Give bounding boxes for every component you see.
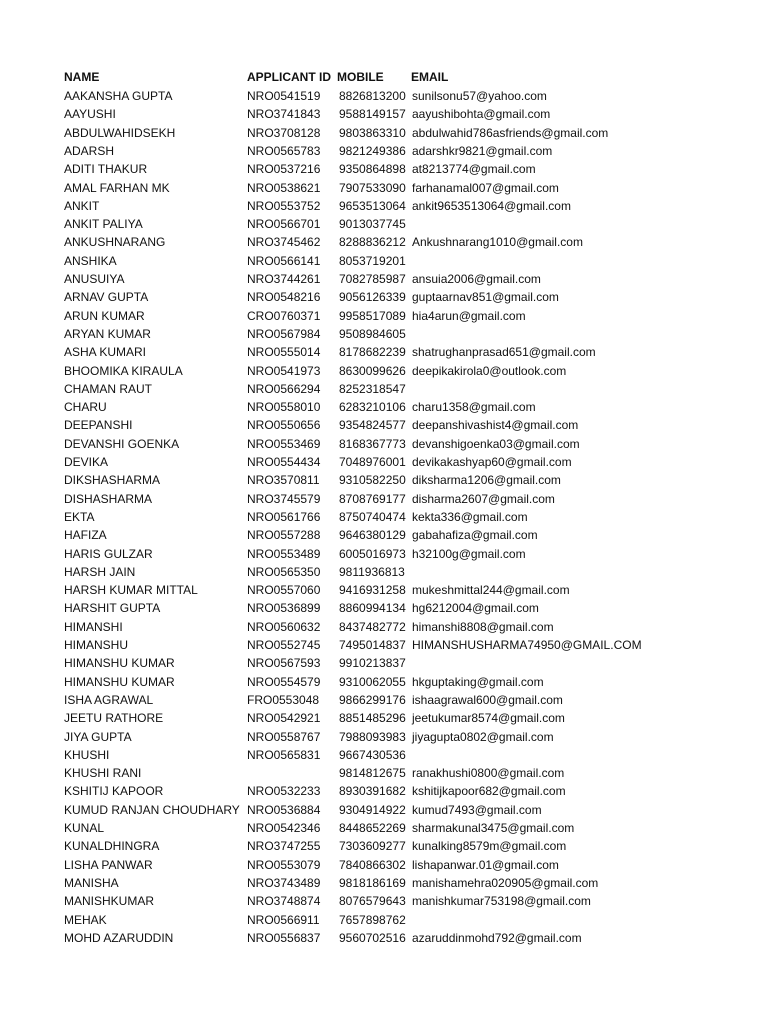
- cell-applicant-id: NRO0566701: [247, 217, 321, 232]
- cell-email: ishaagrawal600@gmail.com: [412, 692, 563, 707]
- cell-email: Ankushnarang1010@gmail.com: [412, 235, 583, 250]
- cell-name: BHOOMIKA KIRAULA: [64, 363, 183, 378]
- cell-mobile: 9866299176: [339, 692, 406, 707]
- table-row: [0, 563, 768, 581]
- table-row: [0, 416, 768, 434]
- cell-applicant-id: NRO0556837: [247, 930, 321, 945]
- table-row: [0, 307, 768, 325]
- cell-applicant-id: NRO3708128: [247, 125, 321, 140]
- cell-applicant-id: NRO3745579: [247, 491, 321, 506]
- cell-email: manishkumar753198@gmail.com: [412, 894, 591, 909]
- cell-mobile: 9354824577: [339, 418, 406, 433]
- header-applicant-id: APPLICANT ID: [247, 70, 331, 84]
- cell-name: ANKIT: [64, 198, 100, 213]
- table-row: [0, 819, 768, 837]
- cell-name: HIMANSHU: [64, 638, 129, 652]
- cell-email: disharma2607@gmail.com: [412, 491, 555, 506]
- cell-mobile: 8288836212: [339, 235, 406, 250]
- cell-email: HIMANSHUSHARMA74950@GMAIL.COM: [412, 638, 642, 652]
- header-name: NAME: [64, 70, 100, 84]
- table-row: [0, 599, 768, 617]
- cell-applicant-id: NRO0542921: [247, 711, 321, 726]
- cell-applicant-id: NRO0536884: [247, 802, 321, 817]
- cell-mobile: 9958517089: [339, 308, 406, 323]
- table-row: [0, 252, 768, 270]
- cell-mobile: 9667430536: [339, 747, 406, 762]
- table-row: [0, 87, 768, 105]
- cell-name: DIKSHASHARMA: [64, 473, 161, 488]
- table-row: [0, 691, 768, 709]
- cell-mobile: 9818186169: [339, 875, 406, 890]
- cell-applicant-id: NRO3747255: [247, 839, 321, 854]
- cell-name: MANISHA: [64, 875, 119, 890]
- cell-email: mukeshmittal244@gmail.com: [412, 583, 570, 598]
- cell-applicant-id: NRO0538621: [247, 180, 321, 195]
- cell-email: deepikakirola0@outlook.com: [412, 363, 567, 378]
- cell-mobile: 8750740474: [339, 509, 406, 524]
- cell-mobile: 7495014837: [339, 638, 406, 652]
- table-row: [0, 636, 768, 654]
- cell-mobile: 9821249386: [339, 143, 406, 158]
- cell-name: AAYUSHI: [64, 107, 116, 122]
- table-row: [0, 398, 768, 416]
- cell-email: farhanamal007@gmail.com: [412, 180, 559, 195]
- cell-mobile: 9350864898: [339, 162, 406, 177]
- table-header-row: [0, 68, 768, 86]
- cell-name: ANKUSHNARANG: [64, 235, 166, 250]
- cell-email: aayushibohta@gmail.com: [412, 107, 551, 122]
- cell-email: sharmakunal3475@gmail.com: [412, 821, 575, 835]
- cell-email: deepanshivashist4@gmail.com: [412, 418, 579, 433]
- cell-email: azaruddinmohd792@gmail.com: [412, 930, 582, 945]
- cell-mobile: 8630099626: [339, 363, 406, 378]
- cell-mobile: 9560702516: [339, 930, 406, 945]
- cell-mobile: 9910213837: [339, 656, 406, 671]
- cell-name: JIYA GUPTA: [64, 729, 132, 744]
- cell-applicant-id: NRO0553079: [247, 857, 321, 872]
- table-row: [0, 874, 768, 892]
- cell-mobile: 9310062055: [339, 674, 406, 689]
- cell-name: CHAMAN RAUT: [64, 381, 153, 396]
- table-row: [0, 471, 768, 489]
- cell-mobile: 7082785987: [339, 272, 406, 286]
- cell-name: AMAL FARHAN MK: [64, 180, 170, 195]
- cell-email: shatrughanprasad651@gmail.com: [412, 345, 596, 360]
- cell-applicant-id: NRO0554579: [247, 674, 321, 689]
- cell-email: adarshkr9821@gmail.com: [412, 143, 553, 158]
- table-row: [0, 837, 768, 855]
- cell-email: hia4arun@gmail.com: [412, 308, 526, 323]
- cell-applicant-id: NRO0560632: [247, 619, 321, 634]
- cell-name: KUNALDHINGRA: [64, 839, 160, 854]
- cell-email: ankit9653513064@gmail.com: [412, 198, 571, 213]
- cell-email: sunilsonu57@yahoo.com: [412, 89, 547, 103]
- table-row: [0, 288, 768, 306]
- cell-name: KUNAL: [64, 821, 105, 835]
- table-row: [0, 911, 768, 929]
- cell-applicant-id: NRO0536899: [247, 601, 321, 616]
- cell-mobile: 6283210106: [339, 400, 406, 415]
- cell-applicant-id: NRO3741843: [247, 107, 321, 122]
- cell-name: ARUN KUMAR: [64, 308, 145, 323]
- cell-email: devikakashyap60@gmail.com: [412, 455, 572, 469]
- table-row: [0, 929, 768, 947]
- table-row: [0, 453, 768, 471]
- table-row: [0, 801, 768, 819]
- cell-applicant-id: NRO0548216: [247, 290, 321, 305]
- cell-name: ADITI THAKUR: [64, 162, 148, 177]
- cell-name: DEVIKA: [64, 455, 109, 469]
- table-row: [0, 435, 768, 453]
- cell-mobile: 8851485296: [339, 711, 406, 726]
- table-row: [0, 233, 768, 251]
- table-row: [0, 654, 768, 672]
- cell-mobile: 8826813200: [339, 89, 406, 103]
- cell-name: HIMANSHI: [64, 619, 123, 634]
- cell-applicant-id: NRO0567984: [247, 326, 321, 341]
- cell-name: ADARSH: [64, 143, 115, 158]
- cell-applicant-id: NRO0537216: [247, 162, 321, 177]
- table-row: [0, 618, 768, 636]
- cell-email: himanshi8808@gmail.com: [412, 619, 554, 634]
- cell-email: kshitijkapoor682@gmail.com: [412, 784, 566, 799]
- table-row: [0, 105, 768, 123]
- cell-mobile: 8860994134: [339, 601, 406, 616]
- table-row: [0, 124, 768, 142]
- cell-applicant-id: NRO0566141: [247, 253, 321, 268]
- table-row: [0, 892, 768, 910]
- cell-mobile: 9416931258: [339, 583, 406, 598]
- table-row: [0, 545, 768, 563]
- cell-applicant-id: NRO0561766: [247, 509, 321, 524]
- cell-name: HIMANSHU KUMAR: [64, 674, 175, 689]
- cell-mobile: 7048976001: [339, 455, 406, 469]
- table-row: [0, 142, 768, 160]
- cell-name: DEVANSHI GOENKA: [64, 436, 180, 451]
- cell-mobile: 8930391682: [339, 784, 406, 799]
- table-row: [0, 380, 768, 398]
- cell-applicant-id: NRO0558767: [247, 729, 321, 744]
- cell-email: lishapanwar.01@gmail.com: [412, 857, 559, 872]
- cell-email: at8213774@gmail.com: [412, 162, 536, 177]
- table-row: [0, 508, 768, 526]
- cell-mobile: 9508984605: [339, 326, 406, 341]
- table-row: [0, 362, 768, 380]
- cell-name: HARSH JAIN: [64, 564, 136, 579]
- cell-name: MEHAK: [64, 912, 107, 927]
- cell-name: HARIS GULZAR: [64, 546, 153, 561]
- cell-applicant-id: NRO0555014: [247, 345, 321, 360]
- cell-email: kumud7493@gmail.com: [412, 802, 542, 817]
- cell-email: h32100g@gmail.com: [412, 546, 526, 561]
- cell-applicant-id: NRO0550656: [247, 418, 321, 433]
- table-row: [0, 490, 768, 508]
- cell-mobile: 6005016973: [339, 546, 406, 561]
- cell-applicant-id: NRO0566911: [247, 912, 320, 927]
- cell-mobile: 7657898762: [339, 912, 406, 927]
- cell-name: ANSHIKA: [64, 253, 117, 268]
- cell-name: ARNAV GUPTA: [64, 290, 149, 305]
- table-row: [0, 160, 768, 178]
- cell-mobile: 8053719201: [339, 253, 406, 268]
- cell-applicant-id: NRO3748874: [247, 894, 321, 909]
- cell-applicant-id: NRO0565831: [247, 747, 321, 762]
- cell-name: ANUSUIYA: [64, 272, 125, 286]
- cell-applicant-id: NRO0565783: [247, 143, 321, 158]
- cell-name: DISHASHARMA: [64, 491, 153, 506]
- table-row: [0, 325, 768, 343]
- cell-mobile: 8708769177: [339, 491, 406, 506]
- cell-applicant-id: FRO0553048: [247, 692, 320, 707]
- cell-mobile: 9814812675: [339, 766, 406, 781]
- cell-mobile: 9811936813: [339, 564, 405, 579]
- cell-name: MOHD AZARUDDIN: [64, 930, 174, 945]
- cell-email: ranakhushi0800@gmail.com: [412, 766, 565, 781]
- cell-name: KUMUD RANJAN CHOUDHARY: [64, 802, 240, 817]
- cell-mobile: 8076579643: [339, 894, 406, 909]
- cell-name: ANKIT PALIYA: [64, 217, 143, 232]
- cell-applicant-id: NRO0565350: [247, 564, 321, 579]
- cell-applicant-id: NRO0558010: [247, 400, 321, 415]
- cell-email: jiyagupta0802@gmail.com: [412, 729, 554, 744]
- cell-name: KHUSHI: [64, 747, 110, 762]
- cell-mobile: 9304914922: [339, 802, 406, 817]
- table-row: [0, 673, 768, 691]
- table-row: [0, 764, 768, 782]
- cell-applicant-id: NRO0541973: [247, 363, 321, 378]
- cell-applicant-id: NRO0541519: [247, 89, 321, 103]
- cell-applicant-id: NRO0557060: [247, 583, 321, 598]
- header-mobile: MOBILE: [337, 70, 384, 84]
- table-row: [0, 179, 768, 197]
- table-row: [0, 728, 768, 746]
- cell-name: CHARU: [64, 400, 107, 415]
- cell-mobile: 9056126339: [339, 290, 406, 305]
- header-email: EMAIL: [411, 70, 449, 84]
- cell-mobile: 7303609277: [339, 839, 406, 854]
- cell-mobile: 7907533090: [339, 180, 406, 195]
- cell-applicant-id: CRO0760371: [247, 308, 321, 323]
- cell-name: KHUSHI RANI: [64, 766, 142, 781]
- table-row: [0, 270, 768, 288]
- cell-mobile: 8252318547: [339, 381, 406, 396]
- cell-applicant-id: NRO0566294: [247, 381, 321, 396]
- cell-mobile: 7840866302: [339, 857, 406, 872]
- cell-name: ASHA KUMARI: [64, 345, 147, 360]
- cell-applicant-id: NRO3744261: [247, 272, 321, 286]
- cell-applicant-id: NRO3743489: [247, 875, 321, 890]
- cell-name: JEETU RATHORE: [64, 711, 164, 726]
- cell-email: diksharma1206@gmail.com: [412, 473, 561, 488]
- cell-mobile: 8178682239: [339, 345, 406, 360]
- cell-applicant-id: NRO0542346: [247, 821, 321, 835]
- cell-email: charu1358@gmail.com: [412, 400, 536, 415]
- table-row: [0, 581, 768, 599]
- cell-applicant-id: NRO0552745: [247, 638, 321, 652]
- table-row: [0, 746, 768, 764]
- cell-applicant-id: NRO0557288: [247, 528, 321, 543]
- cell-email: hg6212004@gmail.com: [412, 601, 539, 616]
- cell-email: kunalking8579m@gmail.com: [412, 839, 567, 854]
- cell-name: HARSHIT GUPTA: [64, 601, 161, 616]
- cell-mobile: 9013037745: [339, 217, 406, 232]
- cell-mobile: 7988093983: [339, 729, 406, 744]
- cell-mobile: 9653513064: [339, 198, 406, 213]
- cell-mobile: 9646380129: [339, 528, 406, 543]
- cell-email: hkguptaking@gmail.com: [412, 674, 544, 689]
- table-row: [0, 197, 768, 215]
- cell-mobile: 8168367773: [339, 436, 406, 451]
- cell-name: LISHA PANWAR: [64, 857, 153, 872]
- cell-email: abdulwahid786asfriends@gmail.com: [412, 125, 609, 140]
- cell-email: guptaarnav851@gmail.com: [412, 290, 559, 305]
- cell-mobile: 8437482772: [339, 619, 406, 634]
- cell-name: KSHITIJ KAPOOR: [64, 784, 164, 799]
- table-row: [0, 343, 768, 361]
- cell-name: DEEPANSHI: [64, 418, 133, 433]
- table-row: [0, 856, 768, 874]
- table-row: [0, 215, 768, 233]
- cell-name: MANISHKUMAR: [64, 894, 155, 909]
- cell-name: ABDULWAHIDSEKH: [64, 125, 176, 140]
- cell-email: ansuia2006@gmail.com: [412, 272, 541, 286]
- cell-email: gabahafiza@gmail.com: [412, 528, 538, 543]
- cell-applicant-id: NRO3745462: [247, 235, 321, 250]
- cell-applicant-id: NRO0553489: [247, 546, 321, 561]
- cell-mobile: 9310582250: [339, 473, 406, 488]
- cell-name: HAFIZA: [64, 528, 107, 543]
- cell-applicant-id: NRO0554434: [247, 455, 321, 469]
- cell-name: ISHA AGRAWAL: [64, 692, 154, 707]
- cell-mobile: 9588149157: [339, 107, 406, 122]
- cell-name: ARYAN KUMAR: [64, 326, 151, 341]
- table-row: [0, 709, 768, 727]
- cell-name: HARSH KUMAR MITTAL: [64, 583, 198, 598]
- table-row: [0, 526, 768, 544]
- cell-name: EKTA: [64, 509, 95, 524]
- cell-email: manishamehra020905@gmail.com: [412, 875, 599, 890]
- table-row: [0, 782, 768, 800]
- cell-email: kekta336@gmail.com: [412, 509, 528, 524]
- cell-applicant-id: NRO0553752: [247, 198, 321, 213]
- cell-applicant-id: NRO0567593: [247, 656, 321, 671]
- cell-email: jeetukumar8574@gmail.com: [412, 711, 565, 726]
- cell-email: devanshigoenka03@gmail.com: [412, 436, 580, 451]
- cell-applicant-id: NRO0532233: [247, 784, 321, 799]
- cell-name: HIMANSHU KUMAR: [64, 656, 175, 671]
- cell-name: AAKANSHA GUPTA: [64, 89, 173, 103]
- cell-mobile: 8448652269: [339, 821, 406, 835]
- cell-mobile: 9803863310: [339, 125, 406, 140]
- cell-applicant-id: NRO0553469: [247, 436, 321, 451]
- cell-applicant-id: NRO3570811: [247, 473, 320, 488]
